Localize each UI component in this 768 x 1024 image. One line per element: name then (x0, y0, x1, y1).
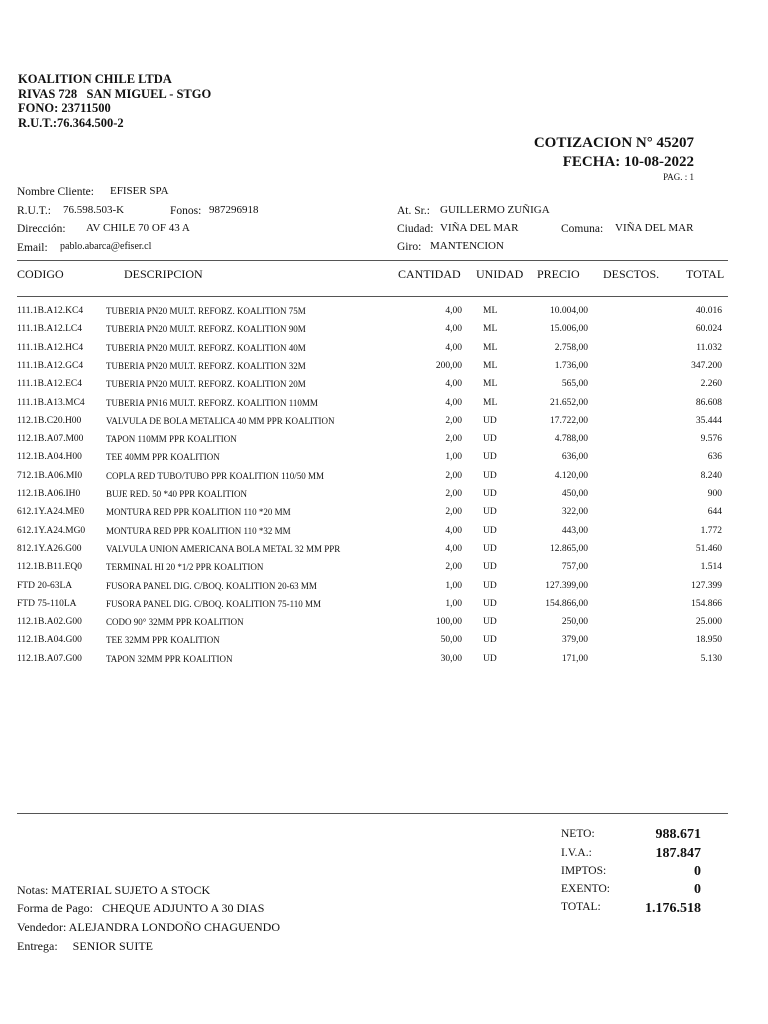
item-quantity: 2,00 (445, 470, 462, 481)
item-unit: ML (483, 306, 498, 316)
imptos-label: IMPTOS: (561, 865, 607, 877)
item-price: 443,00 (561, 525, 588, 536)
client-name: EFISER SPA (110, 185, 169, 197)
quote-date: FECHA: 10-08-2022 (562, 154, 694, 170)
item-unit: UD (483, 617, 497, 628)
quote-number: COTIZACION N° 45207 (533, 135, 694, 151)
item-description: TEE 40MM PPR KOALITION (106, 452, 220, 463)
item-code: 111.1B.A12.GC4 (17, 360, 84, 371)
item-unit: ML (483, 397, 498, 408)
item-price: 12.865,00 (550, 543, 588, 554)
item-total: 5.130 (700, 653, 722, 664)
neto-value: 988.671 (655, 827, 701, 842)
item-total: 127.399 (691, 580, 722, 591)
company-name: KOALITION CHILE LTDA (18, 72, 172, 86)
company-address: RIVAS 728 SAN MIGUEL - STGO (18, 86, 212, 101)
item-code: 111.1B.A12.EC4 (17, 379, 83, 390)
item-quantity: 4,00 (445, 397, 462, 408)
imptos-value: 0 (694, 864, 701, 879)
total-value: 1.176.518 (645, 901, 701, 916)
item-code: FTD 75-110LA (17, 598, 77, 609)
item-total: 9.576 (700, 434, 722, 445)
item-price: 17.722,00 (550, 415, 588, 426)
item-unit: UD (483, 525, 497, 536)
delivery-line (17, 939, 153, 954)
table-row (0, 526, 768, 544)
item-code: 112.1B.A04.G00 (17, 635, 82, 646)
table-top-rule (17, 260, 728, 261)
item-code: 112.1B.A04.H00 (17, 452, 82, 463)
item-unit: UD (483, 507, 497, 518)
item-description: COPLA RED TUBO/TUBO PPR KOALITION 110/50 MM (106, 470, 325, 481)
item-total: 1.514 (700, 562, 722, 573)
table-row (0, 635, 768, 653)
item-code: 612.1Y.A24.MG0 (17, 525, 86, 536)
item-price: 379,00 (561, 635, 588, 646)
table-row (0, 434, 768, 452)
header-description: DESCRIPCION (124, 267, 203, 281)
item-unit: UD (483, 489, 497, 499)
item-price: 322,00 (561, 507, 588, 518)
table-row (0, 507, 768, 525)
comuna-value: VIÑA DEL MAR (615, 222, 694, 234)
iva-label: I.V.A.: (561, 847, 592, 859)
item-description: TUBERIA PN20 MULT. REFORZ. KOALITION 90M (106, 324, 306, 335)
item-quantity: 2,00 (445, 562, 462, 573)
table-row (0, 398, 768, 416)
item-description: VALVULA UNION AMERICANA BOLA METAL 32 MM PPR (106, 543, 341, 554)
item-total: 11.032 (696, 342, 722, 353)
seller-line (17, 920, 280, 935)
item-price: 21.652,00 (550, 397, 588, 408)
item-price: 15.006,00 (550, 324, 588, 335)
item-quantity: 100,00 (435, 617, 462, 628)
item-price: 4.120,00 (554, 470, 588, 481)
item-total: 51.460 (695, 543, 722, 554)
item-description: TUBERIA PN20 MULT. REFORZ. KOALITION 75M (106, 306, 306, 316)
item-price: 757,00 (561, 562, 588, 573)
item-total: 60.024 (695, 324, 722, 335)
item-price: 127.399,00 (545, 580, 588, 591)
item-total: 40.016 (695, 306, 722, 316)
item-price: 636,00 (561, 452, 588, 463)
item-unit: UD (483, 562, 497, 573)
page-number: PAG. : 1 (663, 172, 694, 182)
item-price: 154.866,00 (545, 598, 588, 609)
item-description: TEE 32MM PPR KOALITION (106, 635, 220, 646)
item-quantity: 1,00 (445, 452, 462, 463)
item-total: 900 (707, 489, 722, 499)
item-description: TAPON 32MM PPR KOALITION (106, 653, 233, 664)
payment-value: CHEQUE ADJUNTO A 30 DIAS (102, 901, 265, 915)
item-unit: ML (483, 342, 498, 353)
client-phone-label: Fonos: (170, 205, 202, 217)
item-description: FUSORA PANEL DIG. C/BOQ. KOALITION 20-63 MM (106, 580, 317, 591)
header-total: TOTAL (686, 267, 725, 281)
client-name-label: Nombre Cliente: (17, 186, 94, 198)
item-price: 171,00 (561, 653, 588, 664)
item-unit: UD (483, 470, 497, 481)
item-price: 450,00 (561, 489, 588, 499)
exento-value: 0 (694, 882, 701, 897)
client-rut: 76.598.503-K (63, 204, 125, 216)
item-price: 565,00 (561, 379, 588, 390)
table-row (0, 452, 768, 470)
item-total: 18.950 (695, 635, 722, 646)
item-code: 111.1B.A13.MC4 (17, 397, 85, 408)
delivery-value: SENIOR SUITE (72, 939, 153, 953)
attn-name: GUILLERMO ZUÑIGA (440, 204, 550, 216)
client-rut-label: R.U.T.: (17, 205, 51, 217)
item-quantity: 50,00 (440, 635, 462, 646)
item-quantity: 2,00 (445, 489, 462, 499)
table-row (0, 471, 768, 489)
item-description: MONTURA RED PPR KOALITION 110 *32 MM (106, 525, 291, 536)
item-description: TERMINAL HI 20 *1/2 PPR KOALITION (106, 562, 264, 573)
table-row (0, 599, 768, 617)
item-quantity: 4,00 (445, 543, 462, 554)
item-total: 8.240 (700, 470, 722, 481)
item-price: 10.004,00 (550, 306, 588, 316)
total-label: TOTAL: (561, 901, 601, 913)
item-quantity: 4,00 (445, 324, 462, 335)
item-code: 112.1B.A07.G00 (17, 653, 82, 664)
comuna-label: Comuna: (561, 223, 604, 235)
item-code: 812.1Y.A26.G00 (17, 543, 82, 554)
city-label: Ciudad: (397, 223, 434, 235)
neto-label: NETO: (561, 828, 595, 840)
table-header-rule (17, 296, 728, 297)
item-description: BUJE RED. 50 *40 PPR KOALITION (106, 489, 248, 499)
item-unit: UD (483, 543, 497, 554)
item-quantity: 2,00 (445, 507, 462, 518)
item-unit: UD (483, 580, 497, 591)
item-total: 347.200 (691, 360, 722, 371)
item-description: MONTURA RED PPR KOALITION 110 *20 MM (106, 507, 291, 518)
company-info (18, 72, 211, 130)
item-unit: ML (483, 360, 498, 371)
item-unit: UD (483, 653, 497, 664)
item-description: TUBERIA PN16 MULT. REFORZ. KOALITION 110MM (106, 397, 318, 408)
table-row (0, 379, 768, 397)
notes-label: Notas: (17, 883, 49, 897)
exento-label: EXENTO: (561, 883, 610, 895)
seller-value: ALEJANDRA LONDOÑO CHAGUENDO (68, 920, 280, 934)
item-description: TUBERIA PN20 MULT. REFORZ. KOALITION 40M (106, 342, 306, 353)
table-row (0, 654, 768, 672)
header-price: PRECIO (537, 267, 580, 281)
item-code: 111.1B.A12.LC4 (17, 324, 83, 335)
item-code: 111.1B.A12.KC4 (17, 306, 84, 316)
table-row (0, 562, 768, 580)
item-price: 1.736,00 (554, 360, 588, 371)
item-quantity: 1,00 (445, 580, 462, 591)
item-total: 2.260 (700, 379, 722, 390)
item-code: FTD 20-63LA (17, 580, 73, 591)
table-row (0, 581, 768, 599)
table-row (0, 544, 768, 562)
item-total: 35.444 (695, 415, 722, 426)
item-unit: UD (483, 452, 497, 463)
item-description: FUSORA PANEL DIG. C/BOQ. KOALITION 75-110 MM (106, 598, 322, 609)
item-code: 612.1Y.A24.ME0 (17, 507, 85, 518)
table-row (0, 324, 768, 342)
delivery-label: Entrega: (17, 939, 58, 953)
item-total: 644 (707, 507, 722, 518)
item-price: 4.788,00 (554, 434, 588, 445)
header-code: CODIGO (17, 267, 64, 281)
client-email: pablo.abarca@efiser.cl (60, 241, 152, 252)
item-code: 112.1B.A06.IH0 (17, 489, 81, 499)
item-code: 112.1B.B11.EQ0 (17, 562, 83, 573)
item-quantity: 2,00 (445, 434, 462, 445)
item-quantity: 30,00 (440, 653, 462, 664)
item-unit: UD (483, 598, 497, 609)
giro-value: MANTENCION (430, 240, 504, 252)
item-description: VALVULA DE BOLA METALICA 40 MM PPR KOALITION (106, 415, 335, 426)
item-total: 154.866 (691, 598, 722, 609)
item-total: 25.000 (695, 617, 722, 628)
client-address-label: Dirección: (17, 223, 66, 235)
notes-line (17, 883, 210, 898)
item-unit: UD (483, 434, 497, 445)
item-quantity: 4,00 (445, 379, 462, 390)
item-code: 111.1B.A12.HC4 (17, 342, 84, 353)
client-email-label: Email: (17, 242, 48, 254)
item-code: 112.1B.A07.M00 (17, 434, 84, 445)
item-quantity: 4,00 (445, 525, 462, 536)
item-quantity: 1,00 (445, 598, 462, 609)
item-description: TAPON 110MM PPR KOALITION (106, 434, 237, 445)
table-row (0, 416, 768, 434)
item-quantity: 2,00 (445, 415, 462, 426)
item-code: 112.1B.C20.H00 (17, 415, 82, 426)
iva-value: 187.847 (655, 846, 701, 861)
item-unit: UD (483, 415, 497, 426)
giro-label: Giro: (397, 241, 422, 253)
attn-label: At. Sr.: (397, 205, 430, 217)
item-description: TUBERIA PN20 MULT. REFORZ. KOALITION 32M (106, 360, 306, 371)
payment-label: Forma de Pago: (17, 901, 93, 915)
company-rut: R.U.T.:76.364.500-2 (18, 115, 124, 130)
item-code: 112.1B.A02.G00 (17, 617, 82, 628)
table-row (0, 343, 768, 361)
table-row (0, 361, 768, 379)
item-quantity: 4,00 (445, 342, 462, 353)
header-discount: DESCTOS. (603, 267, 660, 281)
table-row (0, 617, 768, 635)
company-phone: FONO: 23711500 (18, 101, 111, 115)
item-unit: ML (483, 324, 498, 335)
item-code: 712.1B.A06.MI0 (17, 470, 83, 481)
header-quantity: CANTIDAD (398, 267, 461, 281)
item-total: 636 (707, 452, 722, 463)
seller-label: Vendedor: (17, 920, 67, 934)
client-address: AV CHILE 70 OF 43 A (86, 222, 190, 234)
item-quantity: 4,00 (445, 306, 462, 316)
totals-top-rule (17, 813, 728, 814)
header-unit: UNIDAD (476, 267, 524, 281)
item-total: 1.772 (700, 525, 722, 536)
item-total: 86.608 (695, 397, 722, 408)
item-unit: ML (483, 379, 498, 390)
item-unit: UD (483, 635, 497, 646)
table-row (0, 489, 768, 507)
item-quantity: 200,00 (435, 360, 462, 371)
item-description: TUBERIA PN20 MULT. REFORZ. KOALITION 20M (106, 379, 306, 390)
payment-line (17, 901, 264, 916)
table-row (0, 306, 768, 324)
item-price: 2.758,00 (554, 342, 588, 353)
item-description: CODO 90° 32MM PPR KOALITION (106, 617, 244, 628)
notes-value: MATERIAL SUJETO A STOCK (51, 883, 211, 897)
client-phone: 987296918 (209, 204, 259, 216)
city-value: VIÑA DEL MAR (440, 222, 519, 234)
item-price: 250,00 (561, 617, 588, 628)
